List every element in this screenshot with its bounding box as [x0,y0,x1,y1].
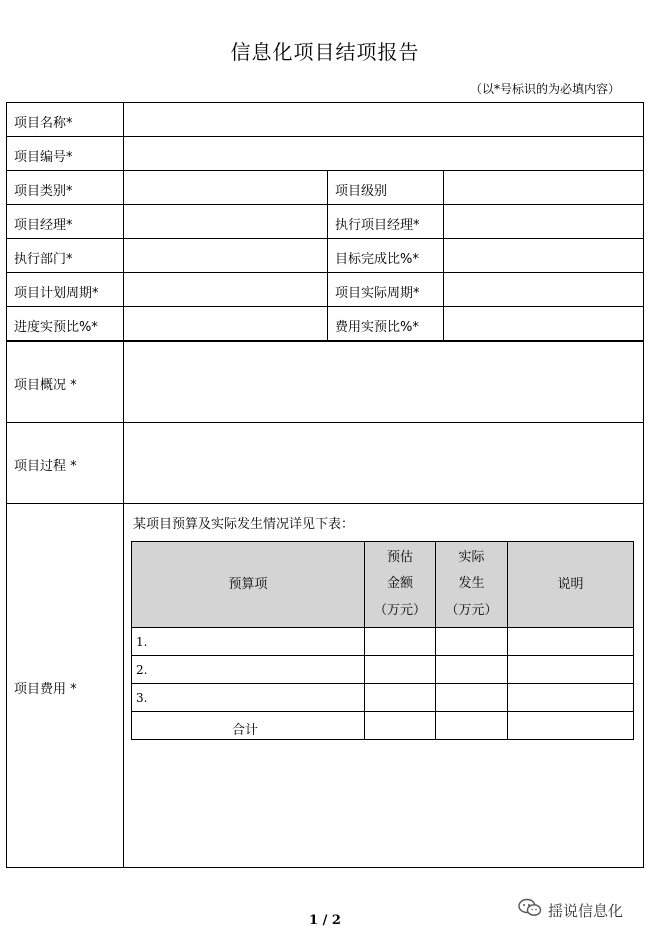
budget-total: 合计 [232,723,259,738]
table-row-divider [132,683,633,684]
column-divider [443,170,444,340]
row-divider [7,503,643,504]
budget-table [131,541,634,740]
header-estimate-line3: （万元） [373,603,426,618]
column-divider [123,103,124,867]
table-row-divider [132,711,633,712]
row-divider [7,238,643,239]
table-column-divider [364,542,365,739]
required-note: （以*号标识的为必填内容） [469,82,620,96]
label-target-completion: 目标完成比%* [335,252,419,267]
table-column-divider [507,542,508,739]
label-project-category: 项目类别* [14,184,73,199]
row-divider [7,136,643,137]
label-project-level: 项目级别 [335,184,388,199]
header-actual-line2: 发生 [458,576,485,591]
row-divider [7,340,643,342]
header-note: 说明 [557,577,584,592]
header-estimate-line2: 金额 [386,576,413,591]
label-overview: 项目概况 * [14,378,77,393]
table-row-divider [132,655,633,656]
label-project-name: 项目名称* [14,116,73,131]
report-form [6,102,644,868]
row-divider [7,204,643,205]
wechat-icon [518,898,542,922]
header-estimate-line1: 预估 [386,550,413,565]
budget-row-2: 2. [136,663,148,677]
label-progress-ratio: 进度实预比%* [14,320,98,335]
header-budget-item: 预算项 [228,577,268,592]
label-exec-department: 执行部门* [14,252,73,267]
budget-row-3: 3. [136,691,148,705]
row-divider [7,422,643,423]
label-actual-period: 项目实际周期* [335,286,420,301]
watermark [518,898,623,922]
label-cost: 项目费用 * [14,682,77,697]
table-row-divider [132,627,633,628]
label-project-number: 项目编号* [14,150,73,165]
label-planned-period: 项目计划周期* [14,286,99,301]
label-cost-ratio: 费用实预比%* [335,320,419,335]
budget-row-1: 1. [136,635,148,649]
row-divider [7,272,643,273]
budget-intro: 某项目预算及实际发生情况详见下表： [133,517,355,532]
header-actual-line3: （万元） [445,603,498,618]
page-number: 1 / 2 [309,913,341,928]
column-divider [327,170,328,340]
row-divider [7,170,643,171]
header-actual-line1: 实际 [458,550,485,565]
row-divider [7,306,643,307]
watermark-text: 揺说信息化 [548,901,624,920]
label-process: 项目过程 * [14,459,77,474]
label-exec-project-manager: 执行项目经理* [335,218,420,233]
label-project-manager: 项目经理* [14,218,73,233]
document-title: 信息化项目结项报告 [230,40,420,64]
table-column-divider [435,542,436,739]
